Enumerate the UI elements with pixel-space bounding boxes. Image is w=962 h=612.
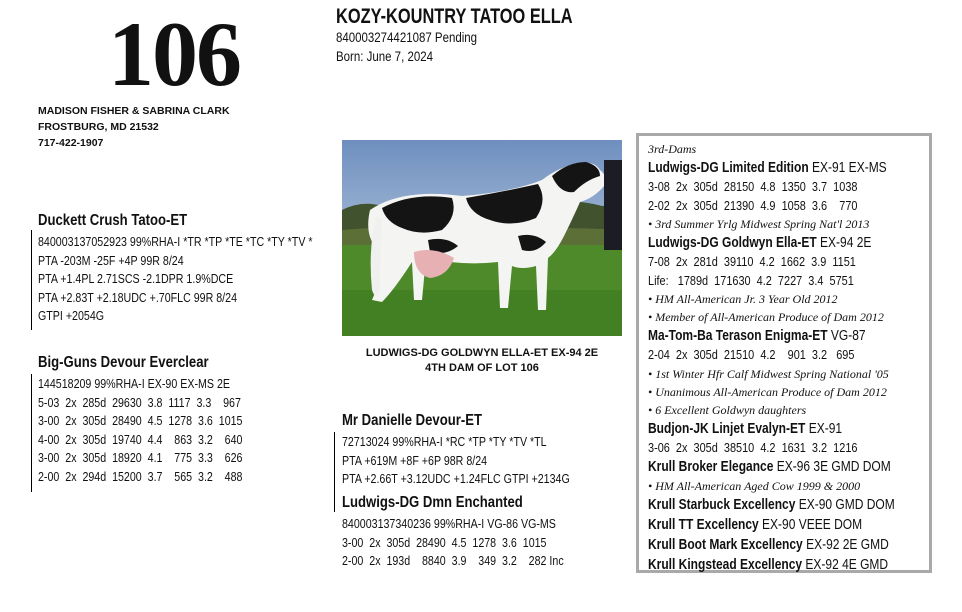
sire-name: Duckett Crush Tatoo-ET (38, 212, 188, 229)
dam-entry-note: • HM All-American Aged Cow 1999 & 2000 (648, 479, 861, 493)
mgs-bracket (31, 374, 32, 492)
mgs-record: 2-00 2x 294d 15200 3.7 565 3.2 488 (38, 468, 243, 484)
dam-entry-name (648, 515, 895, 535)
cow-photo-svg (342, 140, 622, 336)
mgs-record: 3-00 2x 305d 28490 4.5 1278 3.6 1015 (38, 413, 243, 428)
dam-entry-classification: EX-96 3E GMD DOM (776, 458, 891, 475)
sire-bracket (31, 230, 32, 330)
dam-entry-note: • 6 Excellent Goldwyn daughters (648, 402, 807, 417)
dam-entry-name (648, 555, 895, 575)
cow-photo (342, 140, 622, 336)
dam-sire-line: PTA +2.66T +3.12UDC +1.24FLC GTPI +2134G (342, 471, 570, 486)
dams-entries (648, 158, 956, 575)
dam-entry-name (648, 326, 895, 346)
sire-line: PTA +1.4PL 2.71SCS -2.1DPR 1.9%DCE (38, 271, 234, 286)
dam-entry-record: Life: 1789d 171630 4.2 7227 3.4 5751 (648, 272, 854, 288)
dam-entry-animal: Krull TT Excellency (648, 516, 759, 533)
dam-entry-record: 3-06 2x 305d 38510 4.2 1631 3.2 1216 (648, 439, 858, 455)
dam-entry-classification: EX-92 4E GMD (805, 556, 889, 573)
mgs-record: 5-03 2x 285d 29630 3.8 1117 3.3 967 (38, 394, 241, 410)
dams-heading: 3rd-Dams (648, 142, 697, 156)
animal-id: 840003274421087 Pending (336, 30, 478, 45)
consignor-location: FROSTBURG, MD 21532 (38, 121, 159, 133)
sire-line: GTPI +2054G (38, 308, 105, 323)
dam-entry-classification: EX-90 VEEE DOM (762, 516, 863, 533)
dam-entry-classification: EX-94 2E (820, 234, 872, 251)
sire-line: PTA -203M -25F +4P 99R 8/24 (38, 252, 184, 268)
mgs-details (38, 375, 287, 486)
dam-sire-line: 72713024 99%RHA-I *RC *TP *TY *TV *TL (342, 434, 547, 449)
dam-entry-classification: VG-87 (830, 327, 866, 344)
dam-sire-name: Mr Danielle Devour-ET (342, 412, 482, 429)
dam-entry-record: 3-08 2x 305d 28150 4.8 1350 3.7 1038 (648, 179, 858, 194)
dam-entry-animal: Krull Kingstead Excellency (648, 556, 803, 573)
lot-number: 106 (108, 3, 240, 105)
dam-entry-name (648, 457, 895, 477)
dam-entry-classification: EX-92 2E GMD (806, 536, 889, 553)
photo-caption-2: 4TH DAM OF LOT 106 (425, 362, 539, 374)
dam-entry-animal: Krull Starbuck Excellency (648, 496, 796, 513)
dam-entry-note: • 3rd Summer Yrlg Midwest Spring Nat'l 2013 (648, 217, 870, 231)
dam-line: 840003137340236 99%RHA-I VG-86 VG-MS (342, 516, 556, 531)
sire-line: PTA +2.83T +2.18UDC +.70FLC 99R 8/24 (38, 289, 238, 305)
mgs-line: 144518209 99%RHA-I EX-90 EX-MS 2E (38, 376, 230, 391)
dam-entry-record: 2-02 2x 305d 21390 4.9 1058 3.6 770 (648, 197, 858, 213)
dam-record: 2-00 2x 193d 8840 3.9 349 3.2 282 Inc (342, 553, 564, 568)
dam-record: 3-00 2x 305d 28490 4.5 1278 3.6 1015 (342, 534, 547, 550)
dam-entry-classification: EX-90 GMD DOM (798, 496, 895, 513)
dams-box (636, 133, 932, 573)
consignor-phone: 717-422-1907 (38, 137, 104, 149)
dam-entry-animal: Ma-Tom-Ba Terason Enigma-ET (648, 327, 828, 344)
dam-entry-name (648, 495, 895, 515)
dam-sire-bracket (334, 432, 335, 512)
dam-entry-classification: EX-91 EX-MS (812, 159, 887, 176)
dam-entry-name (648, 535, 895, 555)
dam-entry-animal: Krull Boot Mark Excellency (648, 536, 803, 553)
dam-entry-name (648, 233, 895, 253)
dam-entry-note: • Member of All-American Produce of Dam 2012 (648, 310, 884, 324)
photo-caption-1: LUDWIGS-DG GOLDWYN ELLA-ET EX-94 2E (365, 347, 599, 359)
dam-entry-animal: Ludwigs-DG Goldwyn Ella-ET (648, 234, 817, 251)
animal-born: Born: June 7, 2024 (336, 49, 433, 64)
dam-sire-details (342, 433, 620, 489)
dam-entry-note: • 1st Winter Hfr Calf Midwest Spring National '05 (648, 366, 889, 381)
dam-entry-animal: Ludwigs-DG Limited Edition (648, 159, 809, 176)
dam-name: Ludwigs-DG Dmn Enchanted (342, 494, 523, 511)
dam-entry-record: 7-08 2x 281d 39110 4.2 1662 3.9 1151 (648, 254, 856, 269)
sire-line: 840003137052923 99%RHA-I *TR *TP *TE *TC *TY *TV * (38, 234, 313, 249)
dam-entry-name (648, 419, 895, 439)
dam-entry-name (648, 158, 895, 178)
consignor-names: MADISON FISHER & SABRINA CLARK (38, 105, 230, 117)
animal-name: KOZY-KOUNTRY TATOO ELLA (336, 5, 573, 28)
mgs-record: 4-00 2x 305d 19740 4.4 863 3.2 640 (38, 431, 243, 447)
dam-entry-animal: Budjon-JK Linjet Evalyn-ET (648, 419, 806, 437)
mgs-name: Big-Guns Devour Everclear (38, 354, 209, 371)
sire-details (38, 233, 373, 326)
dam-sire-line: PTA +619M +8F +6P 98R 8/24 (342, 452, 488, 468)
mgs-record: 3-00 2x 305d 18920 4.1 775 3.3 626 (38, 450, 243, 465)
dam-entry-note: • HM All-American Jr. 3 Year Old 2012 (648, 292, 838, 306)
dam-entry-animal: Krull Broker Elegance (648, 458, 774, 475)
dam-details (342, 515, 612, 571)
dam-entry-record: 2-04 2x 305d 21510 4.2 901 3.2 695 (648, 347, 855, 362)
dam-entry-classification: EX-91 (808, 419, 843, 437)
dam-entry-note: • Unanimous All-American Produce of Dam 2012 (648, 384, 887, 399)
